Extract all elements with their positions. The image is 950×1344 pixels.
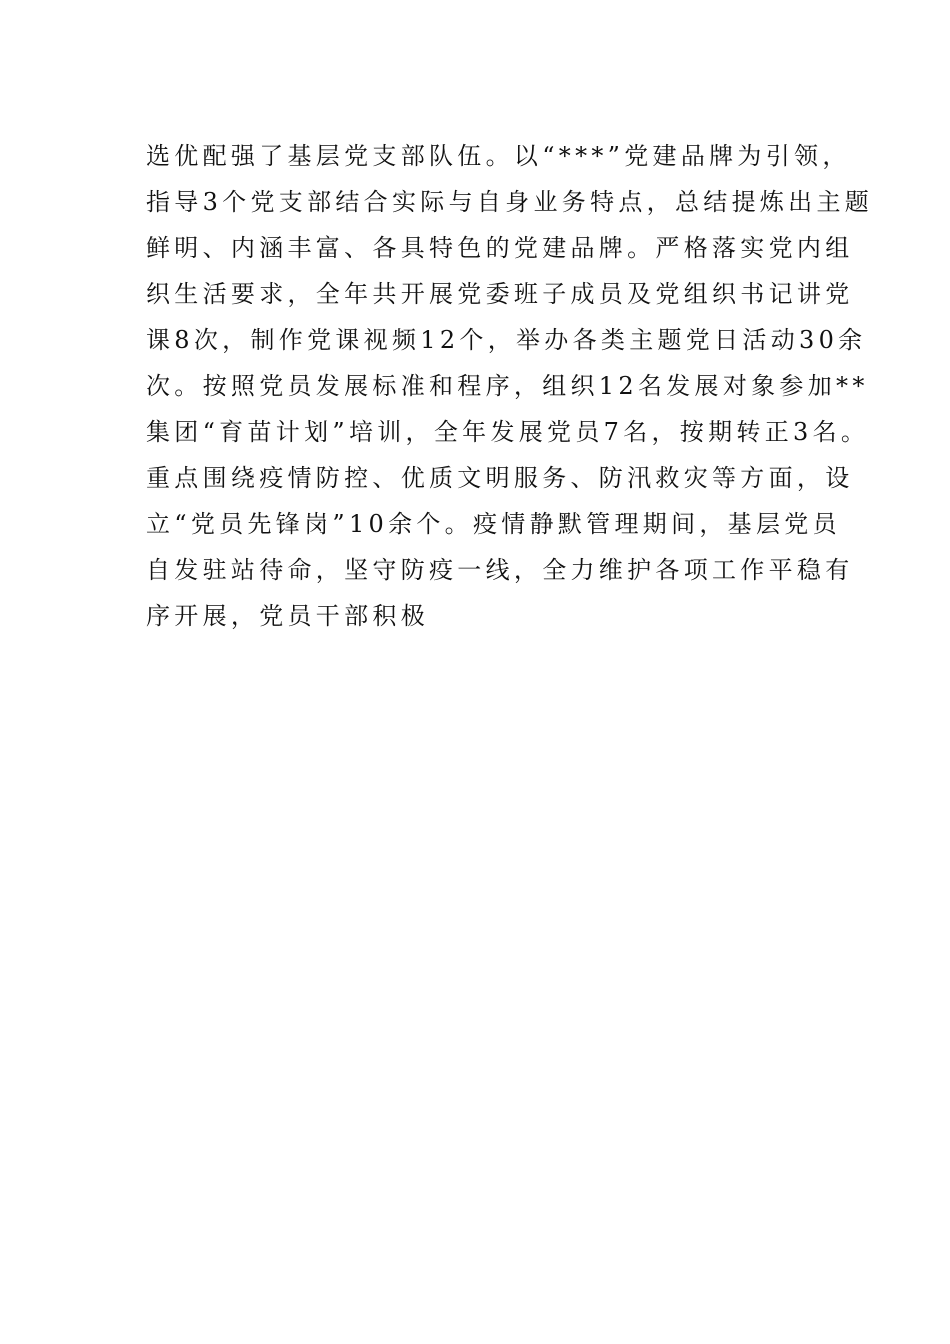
text-line: 鲜明、内涵丰富、各具特色的党建品牌。严格落实党内组 [146, 234, 854, 262]
text-line: 课8次，制作党课视频12个，举办各类主题党日活动30余 [146, 326, 867, 354]
text-line: 次。按照党员发展标准和程序，组织12名发展对象参加** [146, 372, 869, 400]
text-line: 重点围绕疫情防控、优质文明服务、防汛救灾等方面，设 [146, 464, 854, 492]
text-line: 指导3个党支部结合实际与自身业务特点，总结提炼出主题 [146, 188, 874, 216]
text-line: 织生活要求，全年共开展党委班子成员及党组织书记讲党 [146, 280, 854, 308]
text-line: 序开展，党员干部积极 [146, 602, 429, 630]
body-paragraph [146, 133, 874, 639]
text-line: 立“党员先锋岗”10余个。疫情静默管理期间，基层党员 [146, 510, 841, 538]
text-line: 选优配强了基层党支部队伍。以“***”党建品牌为引领， [146, 142, 851, 170]
text-line: 自发驻站待命，坚守防疫一线，全力维护各项工作平稳有 [146, 556, 854, 584]
text-line: 集团“育苗计划”培训，全年发展党员7名，按期转正3名。 [146, 418, 870, 446]
